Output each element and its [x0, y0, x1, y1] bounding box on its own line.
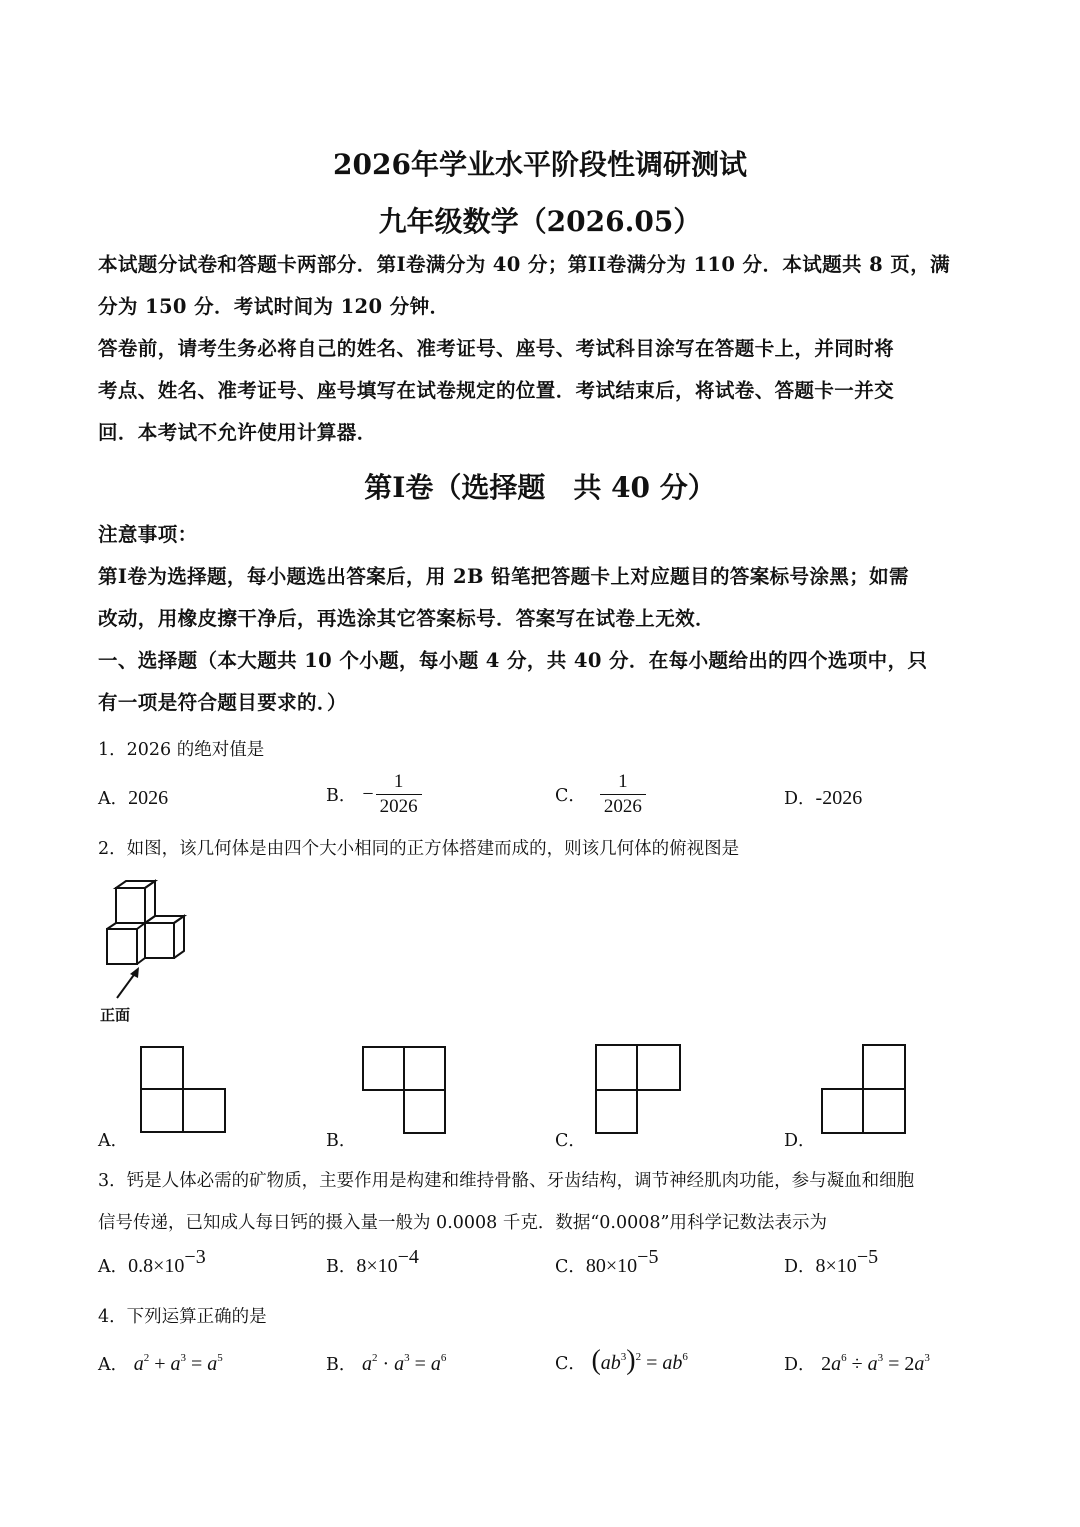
fraction [376, 770, 422, 819]
q4-option-d [784, 1351, 930, 1376]
intro-line: 答卷前，请考生务必将自己的姓名、准考证号、座号、考试科目涂写在答题卡上，并同时将 [98, 337, 895, 360]
option-exponent: −4 [397, 1246, 419, 1268]
option-exponent: −5 [637, 1246, 659, 1268]
question-3-stem [98, 1160, 914, 1244]
intro-line: 回．本考试不允许使用计算器． [98, 421, 377, 444]
question-1-stem: 1．2026 的绝对值是 [98, 740, 265, 760]
option-label: B． [326, 1355, 357, 1375]
q3-option-c [555, 1246, 659, 1278]
option-label: A． [98, 789, 129, 809]
stem-line: 信号传递，已知成人每日钙的摄入量一般为 0.0008 千克．数据“0.0008”用科学记数法表示为 [98, 1213, 827, 1233]
q3-option-b [326, 1246, 419, 1278]
intro-line: 分为 150 分．考试时间为 120 分钟． [98, 295, 450, 318]
fraction [600, 770, 646, 819]
q4-option-c [555, 1345, 688, 1377]
option-base: 0.8×10 [128, 1255, 185, 1277]
intro-paragraph [98, 244, 984, 454]
q3-option-d [784, 1246, 879, 1278]
option-label: B． [326, 786, 357, 806]
q1-option-b [326, 770, 422, 819]
front-label: 正面 [100, 1006, 131, 1024]
minus-sign: − [362, 783, 374, 805]
option-label: B． [326, 1257, 357, 1277]
q2-option-c-label: C． [555, 1131, 586, 1151]
page-title: 2026年学业水平阶段性调研测试 [333, 148, 747, 181]
formula: $2a^6 \div a^3 = 2a^3$ [821, 1352, 930, 1375]
option-label: D． [784, 1355, 816, 1375]
option-label: D． [784, 1257, 816, 1277]
notice-line: 改动，用橡皮擦干净后，再选涂其它答案标号．答案写在试卷上无效． [98, 607, 715, 630]
formula: $a^2 \cdot a^3 = a^6$ [361, 1352, 447, 1375]
option-label: A． [98, 1355, 129, 1375]
question-4-stem: 4．下列运算正确的是 [98, 1307, 267, 1327]
option-label: A． [98, 1257, 129, 1277]
q2-option-b-figure [362, 1046, 448, 1136]
intro-line: 本试题分试卷和答题卡两部分．第I卷满分为 40 分；第II卷满分为 110 分．本试题共 8 页，满 [98, 253, 951, 276]
arrow-icon [117, 972, 136, 998]
intro-line: 考点、姓名、准考证号、座号填写在试卷规定的位置．考试结束后，将试卷、答题卡一并交 [98, 379, 895, 402]
denominator: 2026 [376, 794, 422, 819]
option-value: 2026 [128, 787, 169, 809]
q3-option-a [98, 1246, 206, 1278]
numerator: 1 [393, 771, 404, 792]
q4-option-a [98, 1351, 223, 1376]
option-label: C． [555, 1257, 586, 1277]
notice-block [98, 514, 984, 724]
q2-option-a-figure [140, 1046, 226, 1134]
q2-option-c-figure [595, 1044, 683, 1136]
option-exponent: −3 [184, 1246, 206, 1268]
q2-option-b-label: B． [326, 1131, 357, 1151]
notice-label: 注意事项： [98, 523, 198, 546]
q4-option-b [326, 1351, 446, 1376]
option-label: D． [784, 789, 816, 809]
formula: $a^2 + a^3 = a^5$ [133, 1352, 223, 1375]
q1-option-a [98, 785, 168, 810]
denominator: 2026 [600, 794, 646, 819]
option-label: C． [555, 786, 586, 806]
arrow-head-icon [130, 967, 139, 978]
stem-line: 3．钙是人体必需的矿物质，主要作用是构建和维持骨骼、牙齿结构，调节神经肌肉功能，参与凝血和细胞 [98, 1171, 915, 1191]
option-base: 80×10 [585, 1255, 638, 1277]
question-2-stem: 2．如图，该几何体是由四个大小相同的正方体搭建而成的，则该几何体的俯视图是 [98, 839, 740, 859]
option-exponent: −5 [856, 1246, 879, 1268]
section-heading: 第I卷（选择题 共 40 分） [364, 471, 716, 504]
part-line: 有一项是符合题目要求的．） [98, 691, 347, 714]
q2-option-a-label: A． [98, 1131, 129, 1151]
q2-option-d-label: D． [784, 1131, 816, 1151]
q2-option-d-figure [821, 1044, 909, 1136]
numerator: 1 [618, 771, 628, 792]
option-base: 8×10 [815, 1255, 857, 1277]
q1-option-c [555, 770, 646, 819]
formula: $(ab^3)^2 = ab^6$ [591, 1345, 688, 1376]
option-base: 8×10 [356, 1255, 398, 1277]
notice-line: 第I卷为选择题，每小题选出答案后，用 2B 铅笔把答题卡上对应题目的答案标号涂黑；如需 [98, 565, 909, 588]
option-label: C． [555, 1354, 586, 1374]
part-line: 一、选择题（本大题共 10 个小题，每小题 4 分，共 40 分．在每小题给出的四个选项中，只 [98, 649, 928, 672]
option-value: -2026 [815, 787, 863, 809]
q1-option-d [784, 785, 862, 810]
page-subtitle: 九年级数学（2026.05） [378, 205, 702, 238]
